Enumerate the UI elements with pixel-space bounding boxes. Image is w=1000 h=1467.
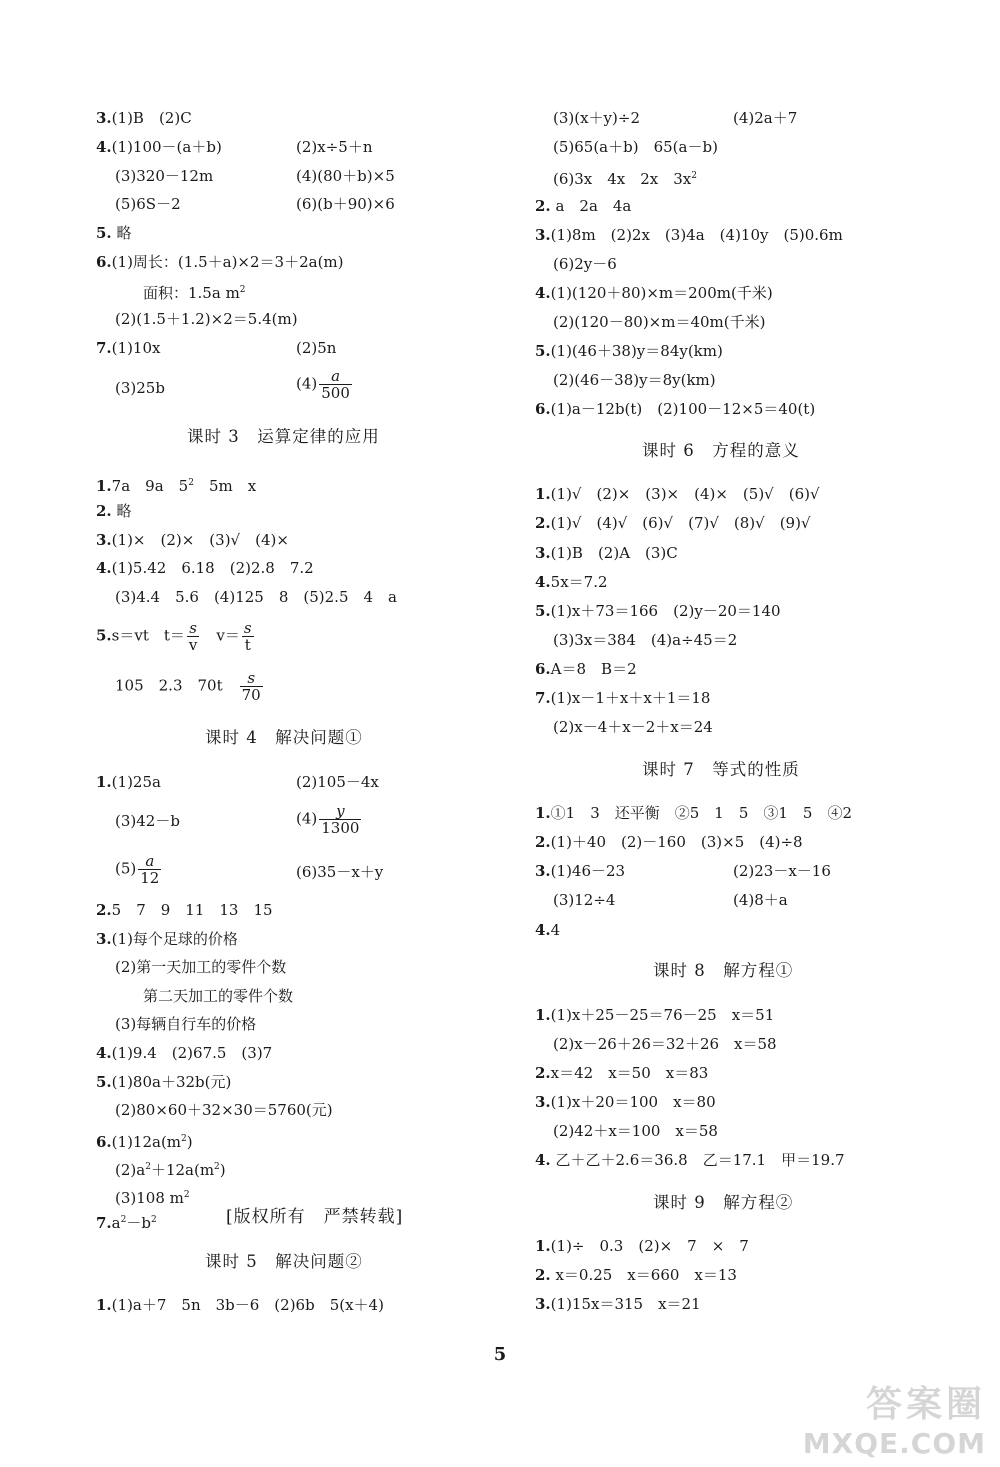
answer-line: 面积：1.5a $m^2$ (143, 284, 246, 302)
answer-line: (2)105－4x (296, 773, 379, 791)
answer-line: (6)(b＋90)×6 (296, 195, 395, 213)
watermark-url: MXQE.COM (802, 1427, 986, 1460)
answer-line: 105 2.3 70t $\frac{s}{70}$ (115, 669, 261, 704)
answer-line: (2)42＋x＝100 x＝58 (553, 1122, 718, 1140)
watermark-logo: 答案圈 (865, 1384, 986, 1425)
fraction: $\frac{y}{1300}$ (321, 802, 360, 837)
answer-line: 3.(1)15x＝315 x＝21 (535, 1295, 701, 1313)
answer-line: 6.(1)a－12b(t) (2)100－12×5＝40(t) (535, 400, 816, 418)
answer-line: (2)(46－38)y＝8y(km) (553, 371, 716, 389)
section-heading: 课时 9 解方程② (653, 1193, 794, 1212)
answer-line: 4.(1)5.42 6.18 (2)2.8 7.2 (96, 559, 314, 577)
answer-line: 2. x＝0.25 x＝660 x＝13 (535, 1266, 737, 1284)
answer-line: 3.(1)46－23 (535, 862, 626, 880)
answer-line: 2. a 2a 4a (535, 197, 632, 215)
answer-line: (6)3x 4x 2x $3x^2$ (553, 170, 697, 188)
answer-line: 5.(1)(46＋38)y＝84y(km) (535, 342, 723, 360)
answer-line: (5)65(a＋b) 65(a－b) (553, 138, 718, 156)
answer-line: (3)12÷4 (553, 891, 616, 909)
answer-line: (2)x－4＋x－2＋x＝24 (553, 718, 713, 736)
answer-line: (3)每辆自行车的价格 (115, 1015, 257, 1033)
answer-line: (3)108 $m^2$ (115, 1189, 190, 1207)
answer-line: (2)(120－80)×m＝40m(千米) (553, 313, 766, 331)
answer-line: 4.(1)9.4 (2)67.5 (3)7 (96, 1044, 273, 1062)
fraction: $\frac{s}{70}$ (241, 669, 261, 704)
answer-line: 3.(1)× (2)× (3)√ (4)× (96, 531, 289, 549)
answer-line: (4)8＋a (733, 891, 788, 909)
answer-line: 4.(1)100－(a＋b) (96, 138, 222, 156)
answer-line: (5) $\frac{a}{12}$ (115, 852, 160, 887)
answer-line: (2)x÷5＋n (296, 138, 373, 156)
answer-line: 5. 略 (96, 224, 132, 242)
answer-line: 3.(1)B (2)C (96, 109, 192, 127)
answer-line: 1.(1)a＋7 5n 3b－6 (2)6b 5(x＋4) (96, 1296, 384, 1314)
answer-line: 2. 略 (96, 502, 132, 520)
fraction: $\frac{s}{v}$ (188, 619, 198, 654)
answer-line: (2)80×60＋32×30＝5760(元) (115, 1101, 333, 1119)
answer-line: (6)35－x＋y (296, 863, 384, 881)
answer-line: (3)42－b (115, 812, 180, 830)
answer-line: $(2)a^2+12a(m^2)$ (115, 1161, 226, 1179)
answer-line: 4. 乙＋乙＋2.6＝36.8 乙＝17.1 甲＝19.7 (535, 1151, 845, 1169)
answer-line: 2.x＝42 x＝50 x＝83 (535, 1064, 709, 1082)
answer-line: (2)x－26＋26＝32＋26 x＝58 (553, 1035, 777, 1053)
answer-line: 1.①1 3 还平衡 ②5 1 5 ③1 5 ④2 (535, 804, 853, 822)
answer-line: (3)4.4 5.6 (4)125 8 (5)2.5 4 a (115, 588, 397, 606)
answer-line: 1.(1)÷ 0.3 (2)× 7 × 7 (535, 1237, 749, 1255)
answer-line: 7.(1)x－1＋x＋x＋1＝18 (535, 689, 711, 707)
section-heading: 课时 8 解方程① (653, 961, 794, 980)
answer-line: 4.4 (535, 921, 561, 939)
answer-line: 4.5x＝7.2 (535, 573, 608, 591)
answer-line: 第二天加工的零件个数 (143, 987, 294, 1005)
answer-line: (2)第一天加工的零件个数 (115, 958, 287, 976)
answer-line: 2.(1)√ (4)√ (6)√ (7)√ (8)√ (9)√ (535, 514, 811, 532)
answer-line: (3)(x＋y)÷2 (553, 109, 640, 127)
answer-line: (4) $\frac{y}{1300}$ (296, 802, 360, 837)
answer-line: 5.(1)80a＋32b(元) (96, 1073, 232, 1091)
answer-line: 6.A＝8 B＝2 (535, 660, 637, 678)
answer-line: (4)2a＋7 (733, 109, 798, 127)
section-heading: 课时 6 方程的意义 (642, 441, 800, 460)
answer-line: $6.(1)12a(m^2)$ (96, 1133, 193, 1151)
answer-line: 1.(1)√ (2)× (3)× (4)× (5)√ (6)√ (535, 485, 820, 503)
answer-line: 3.(1)B (2)A (3)C (535, 544, 678, 562)
answer-line: 3.(1)x＋20＝100 x＝80 (535, 1093, 716, 1111)
answer-line: 5.s＝vt t＝ $\frac{s}{v}$ v＝ $\frac{s}{t}$ (96, 619, 252, 654)
answer-line: 7.(1)10x (96, 339, 161, 357)
copyright-note: [版权所有 严禁转载] (226, 1207, 404, 1227)
answer-line: 5.(1)x＋73＝166 (2)y－20＝140 (535, 602, 781, 620)
answer-line: 3.(1)8m (2)2x (3)4a (4)10y (5)0.6m (535, 226, 843, 244)
answer-line: (5)6S－2 (115, 195, 181, 213)
answer-line: 1.7a 9a $5^2$ 5m x (96, 477, 257, 495)
fraction: $\frac{a}{12}$ (140, 852, 160, 887)
answer-line: 2.5 7 9 11 13 15 (96, 901, 273, 919)
section-heading: 课时 4 解决问题① (205, 728, 363, 747)
answer-line: 1.(1)x＋25－25＝76－25 x＝51 (535, 1006, 775, 1024)
answer-line: (2)23－x－16 (733, 862, 831, 880)
watermark (803, 1376, 986, 1460)
answer-line: (2)5n (296, 339, 337, 357)
answer-line: (3)320－12m (115, 167, 214, 185)
answer-line: (4)(80＋b)×5 (296, 167, 395, 185)
answer-line: 1.(1)25a (96, 773, 161, 791)
answer-line: (3)3x＝384 (4)a÷45＝2 (553, 631, 738, 649)
answer-line: (6)2y－6 (553, 255, 617, 273)
answer-line: 2.(1)＋40 (2)－160 (3)×5 (4)÷8 (535, 833, 803, 851)
fraction: $\frac{a}{500}$ (321, 367, 350, 402)
page-number: 5 (493, 1344, 507, 1365)
answer-line: (4) $\frac{a}{500}$ (296, 367, 350, 402)
section-heading: 课时 7 等式的性质 (642, 760, 800, 779)
section-heading: 课时 5 解决问题② (205, 1252, 363, 1271)
section-heading: 课时 3 运算定律的应用 (187, 427, 380, 446)
answer-line: 6.(1)周长：(1.5＋a)×2＝3＋2a(m) (96, 253, 344, 271)
fraction: $\frac{s}{t}$ (243, 619, 252, 654)
answer-line: 4.(1)(120＋80)×m＝200m(千米) (535, 284, 773, 302)
answer-line: (3)25b (115, 379, 165, 397)
answer-line: (2)(1.5＋1.2)×2＝5.4(m) (115, 310, 298, 328)
answer-line: 3.(1)每个足球的价格 (96, 930, 238, 948)
answer-line: $7.a^2-b^2$ (96, 1214, 157, 1232)
